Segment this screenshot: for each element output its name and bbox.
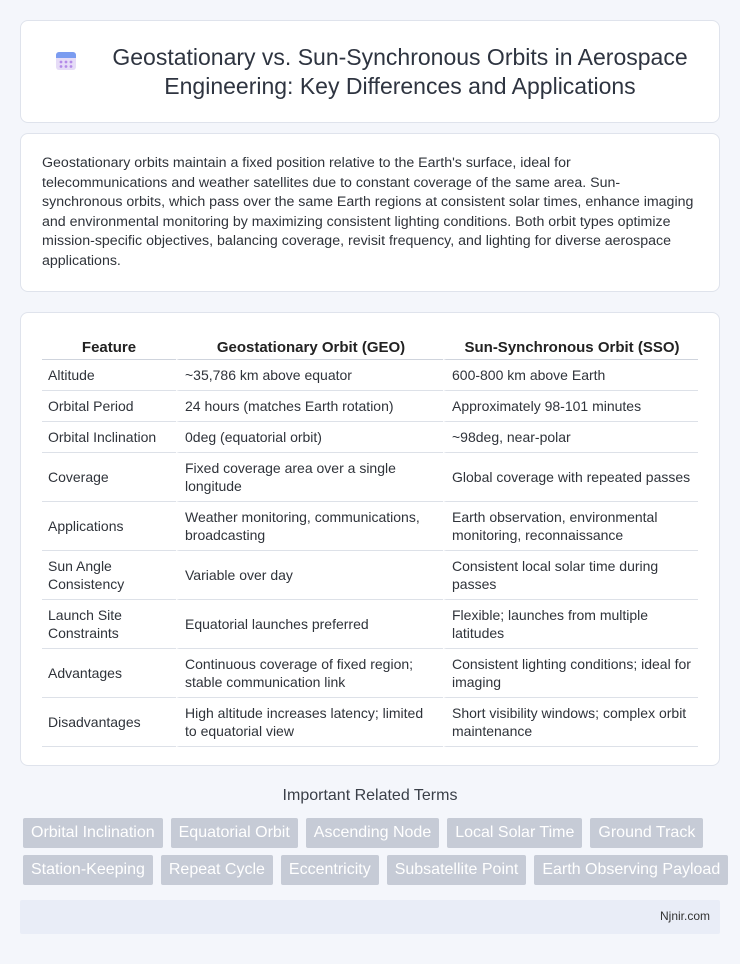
intro-paragraph: Geostationary orbits maintain a fixed position relative to the Earth's surface, ideal for telecommunications and weather satellites due to constant coverage of the same area. Sun-synchronous orbits, which pass over the same Earth regions at consistent solar times, enhance imaging and environmental monitoring by maximizing consistent lighting conditions. Both orbit types optimize mission-specific objectives, balancing coverage, revisit frequency, and lighting for diverse aerospace applications. — [42, 155, 694, 269]
tag-eccentricity[interactable]: Eccentricity — [281, 855, 379, 885]
row-geo: Equatorial launches preferred — [176, 600, 443, 649]
tag-subsatellite-point[interactable]: Subsatellite Point — [387, 855, 527, 885]
row-geo: ~35,786 km above equator — [176, 360, 443, 391]
row-geo: 0deg (equatorial orbit) — [176, 422, 443, 453]
tag-row — [23, 855, 723, 885]
row-feature: Disadvantages — [42, 698, 176, 747]
table-row — [42, 600, 698, 649]
tag-repeat-cycle[interactable]: Repeat Cycle — [161, 855, 273, 885]
intro-card — [20, 133, 720, 292]
tag-ascending-node[interactable]: Ascending Node — [306, 818, 439, 848]
row-sso: Global coverage with repeated passes — [443, 453, 698, 502]
header-sso: Sun-Synchronous Orbit (SSO) — [443, 333, 698, 360]
row-feature: Orbital Period — [42, 391, 176, 422]
table-row — [42, 391, 698, 422]
table-header-row — [42, 333, 698, 360]
row-sso: Approximately 98-101 minutes — [443, 391, 698, 422]
tag-local-solar-time[interactable]: Local Solar Time — [447, 818, 582, 848]
row-sso: Earth observation, environmental monitoring, reconnaissance — [443, 502, 698, 551]
tag-orbital-inclination[interactable]: Orbital Inclination — [23, 818, 163, 848]
tag-ground-track[interactable]: Ground Track — [590, 818, 703, 848]
header-feature: Feature — [42, 333, 176, 360]
footer — [20, 900, 720, 934]
page-title: Geostationary vs. Sun-Synchronous Orbits in Aerospace Engineering: Key Differences and Applications — [112, 44, 688, 99]
row-geo: Weather monitoring, communications, broadcasting — [176, 502, 443, 551]
related-terms-title: Important Related Terms — [282, 787, 458, 804]
row-feature: Sun Angle Consistency — [42, 551, 176, 600]
row-feature: Altitude — [42, 360, 176, 391]
row-sso: Consistent local solar time during passes — [443, 551, 698, 600]
table-row — [42, 502, 698, 551]
row-sso: ~98deg, near-polar — [443, 422, 698, 453]
row-sso: 600-800 km above Earth — [443, 360, 698, 391]
tag-earth-observing-payload[interactable]: Earth Observing Payload — [534, 855, 728, 885]
row-geo: Fixed coverage area over a single longitude — [176, 453, 443, 502]
table-row — [42, 698, 698, 747]
table-row — [42, 649, 698, 698]
row-feature: Launch Site Constraints — [42, 600, 176, 649]
calendar-icon — [54, 48, 78, 72]
tag-station-keeping[interactable]: Station-Keeping — [23, 855, 153, 885]
tag-equatorial-orbit[interactable]: Equatorial Orbit — [171, 818, 298, 848]
footer-site[interactable]: Njnir.com — [659, 909, 710, 923]
comparison-table-card — [20, 312, 720, 766]
table-row — [42, 551, 698, 600]
table-row — [42, 453, 698, 502]
related-terms-list — [23, 818, 723, 892]
row-geo: High altitude increases latency; limited to equatorial view — [176, 698, 443, 747]
table-row — [42, 360, 698, 391]
row-sso: Consistent lighting conditions; ideal for imaging — [443, 649, 698, 698]
row-geo: Continuous coverage of fixed region; stable communication link — [176, 649, 443, 698]
header-geo: Geostationary Orbit (GEO) — [176, 333, 443, 360]
row-feature: Applications — [42, 502, 176, 551]
tag-row — [23, 818, 723, 848]
row-geo: 24 hours (matches Earth rotation) — [176, 391, 443, 422]
row-feature: Advantages — [42, 649, 176, 698]
comparison-table — [42, 333, 698, 747]
row-feature: Coverage — [42, 453, 176, 502]
title-card — [20, 20, 720, 123]
row-geo: Variable over day — [176, 551, 443, 600]
row-sso: Short visibility windows; complex orbit maintenance — [443, 698, 698, 747]
row-feature: Orbital Inclination — [42, 422, 176, 453]
table-row — [42, 422, 698, 453]
row-sso: Flexible; launches from multiple latitudes — [443, 600, 698, 649]
